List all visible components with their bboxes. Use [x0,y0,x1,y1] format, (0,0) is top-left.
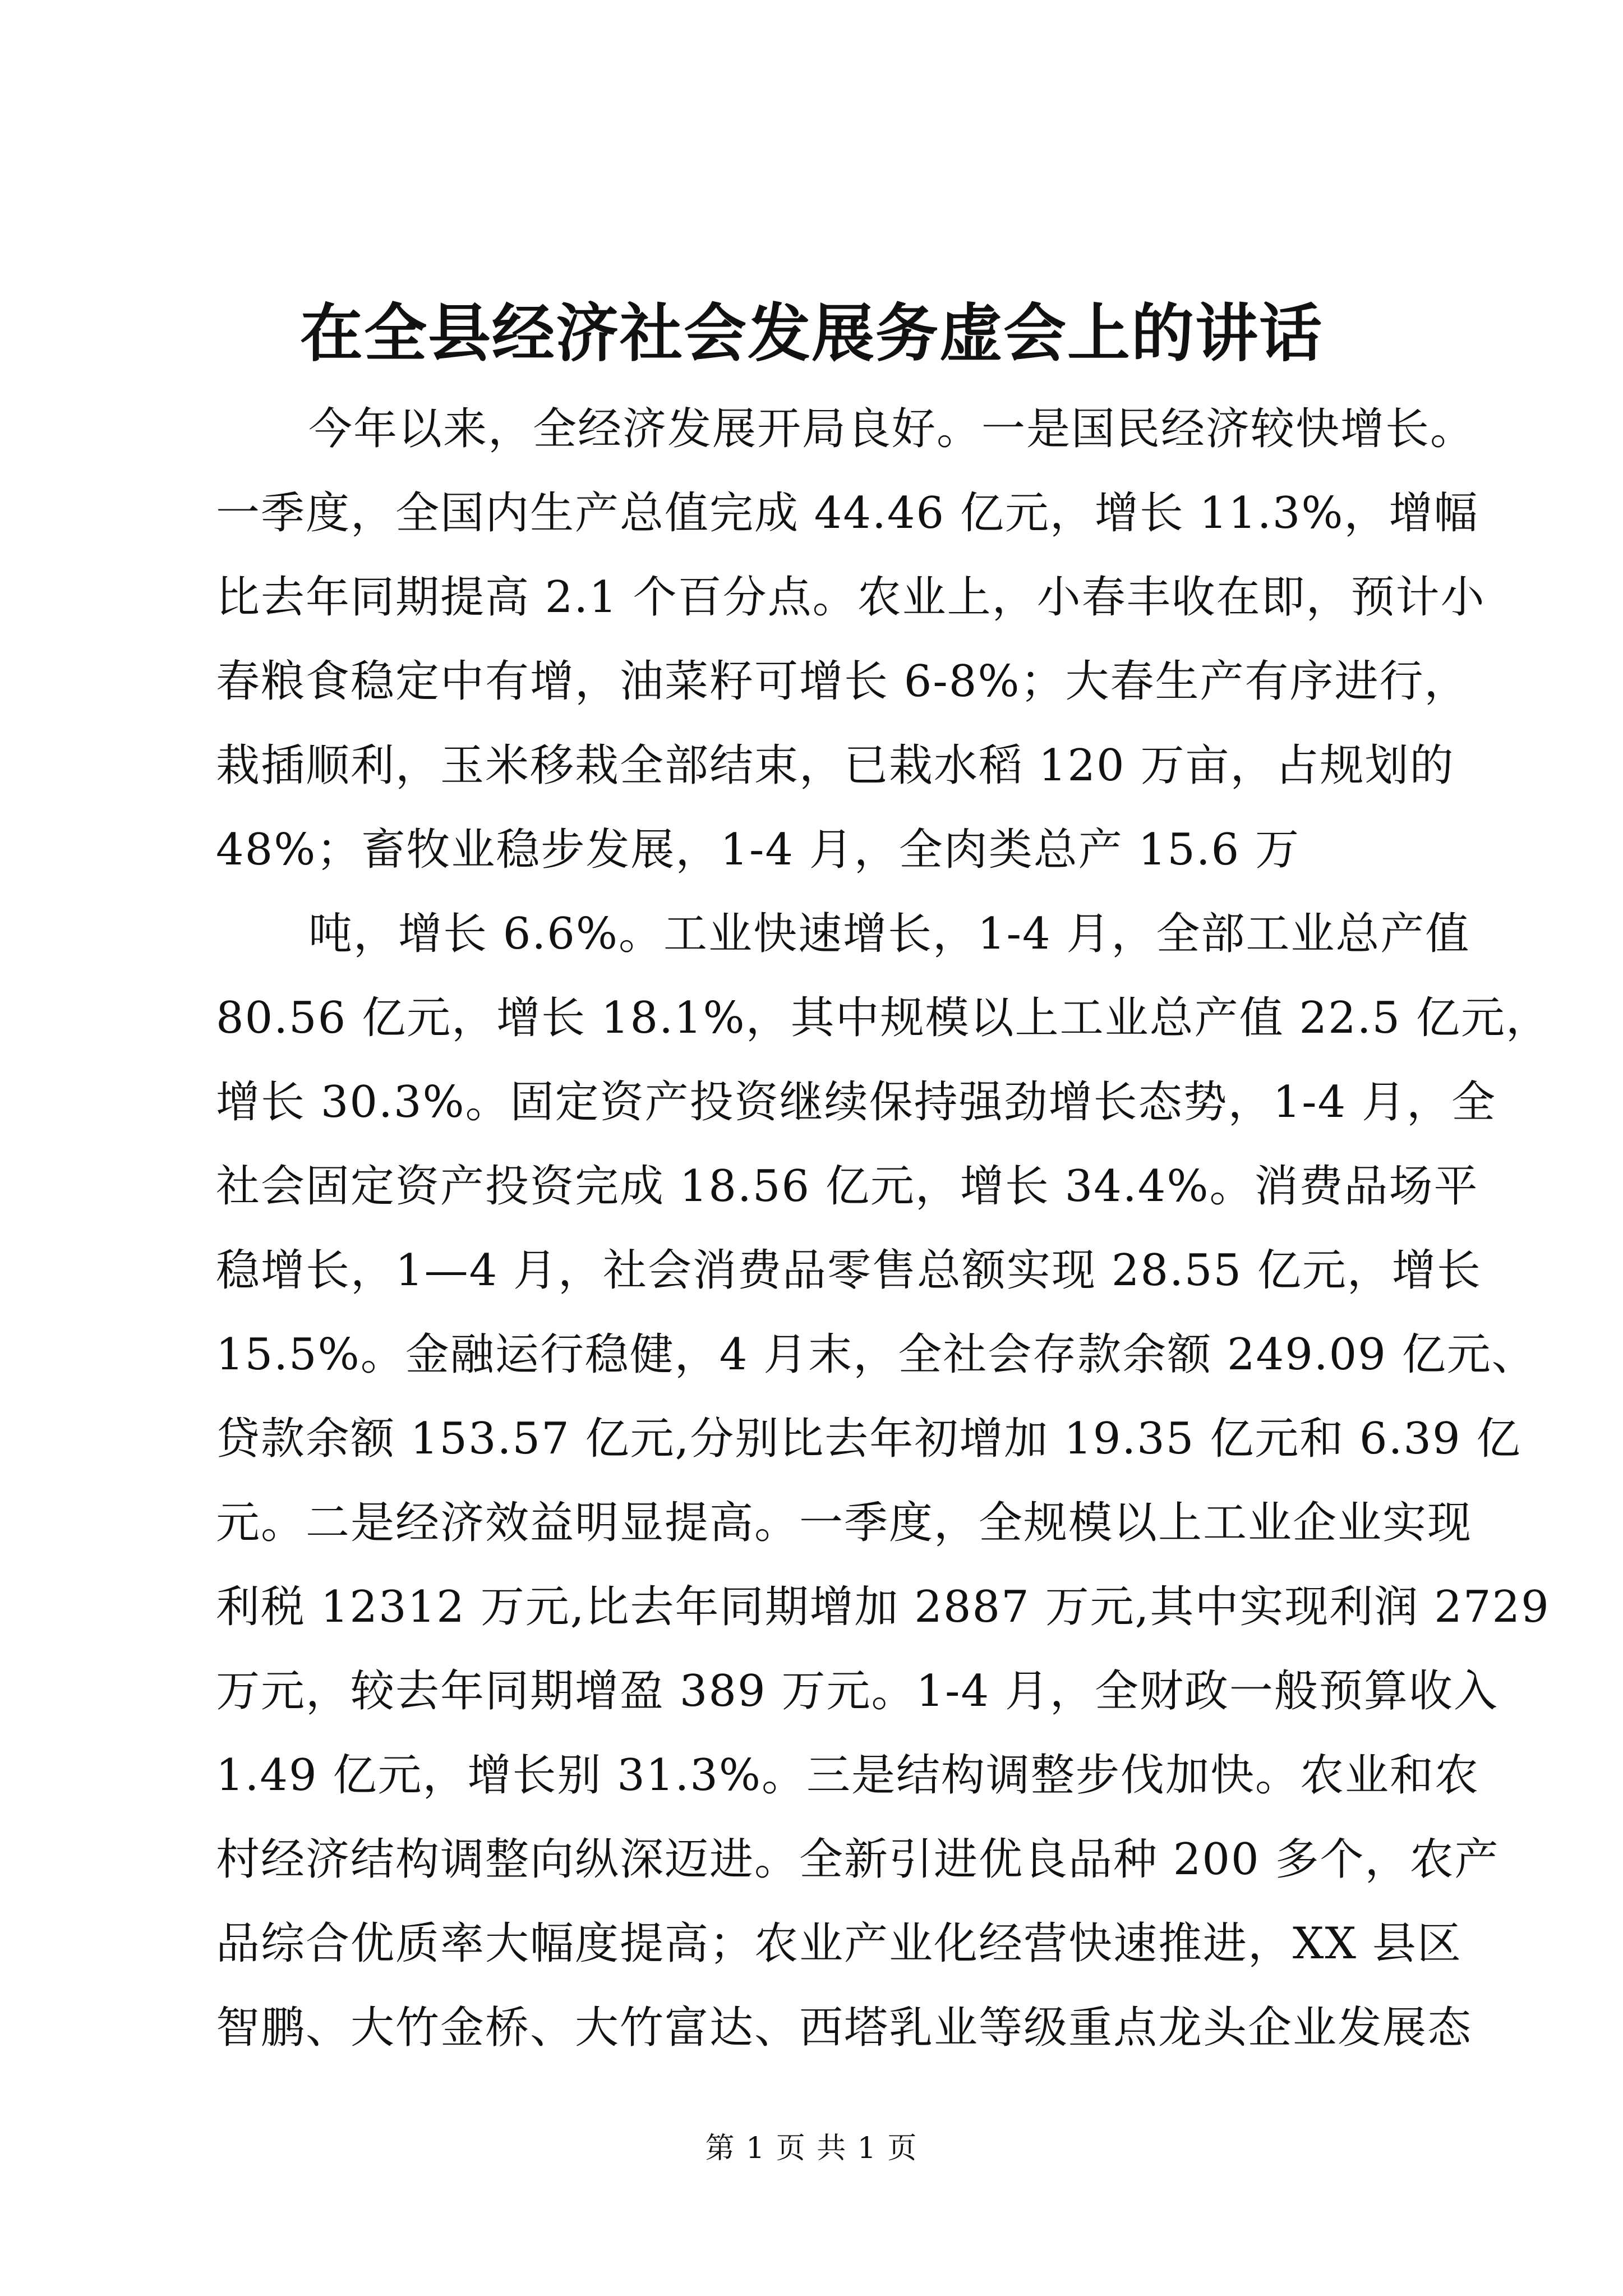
page-footer: 第 1 页 共 1 页 [705,2132,918,2165]
body-line-7: 吨，增长 6.6%。工业快速增长，1-4 月，全部工业总产值 [308,909,1470,959]
body-line-12: 15.5%。金融运行稳健，4 月末，全社会存款余额 249.09 亿元、 [216,1329,1537,1380]
body-line-20: 智鹏、大竹金桥、大竹富达、西塔乳业等级重点龙头企业发展态 [216,2003,1473,2053]
body-line-17: 1.49 亿元，增长别 31.3%。三是结构调整步伐加快。农业和农 [216,1750,1480,1801]
body-line-16: 万元，较去年同期增盈 389 万元。1-4 月，全财政一般预算收入 [216,1666,1498,1717]
body-line-15: 利税 12312 万元,比去年同期增加 2887 万元,其中实现利润 2729 [216,1582,1550,1632]
body-line-9: 增长 30.3%。固定资产投资继续保持强劲增长态势，1-4 月，全 [216,1077,1496,1128]
document-title: 在全县经济社会发展务虚会上的讲话 [300,297,1323,370]
body-line-14: 元。二是经济效益明显提高。一季度，全规模以上工业企业实现 [216,1498,1473,1548]
body-line-4: 春粮食稳定中有增，油菜籽可增长 6-8%；大春生产有序进行， [216,656,1469,707]
body-line-3: 比去年同期提高 2.1 个百分点。农业上，小春丰收在即，预计小 [216,572,1486,623]
body-line-13: 贷款余额 153.57 亿元,分别比去年初增加 19.35 亿元和 6.39 亿 [216,1414,1521,1464]
body-line-11: 稳增长，1—4 月，社会消费品零售总额实现 28.55 亿元，增长 [216,1245,1482,1296]
body-line-5: 栽插顺利，玉米移栽全部结束，已栽水稻 120 万亩，占规划的 [216,740,1455,791]
body-line-6: 48%；畜牧业稳步发展，1-4 月，全肉类总产 15.6 万 [216,825,1301,875]
body-line-19: 品综合优质率大幅度提高；农业产业化经营快速推进，XX 县区 [216,1918,1462,1969]
body-line-2: 一季度，全国内生产总值完成 44.46 亿元，增长 11.3%，增幅 [216,488,1479,539]
body-line-10: 社会固定资产投资完成 18.56 亿元，增长 34.4%。消费品场平 [216,1161,1479,1212]
body-line-1: 今年以来，全经济发展开局良好。一是国民经济较快增长。 [308,404,1476,454]
body-line-18: 村经济结构调整向纵深迈进。全新引进优良品种 200 多个，农产 [216,1834,1500,1885]
body-line-8: 80.56 亿元，增长 18.1%，其中规模以上工业总产值 22.5 亿元， [216,993,1551,1043]
